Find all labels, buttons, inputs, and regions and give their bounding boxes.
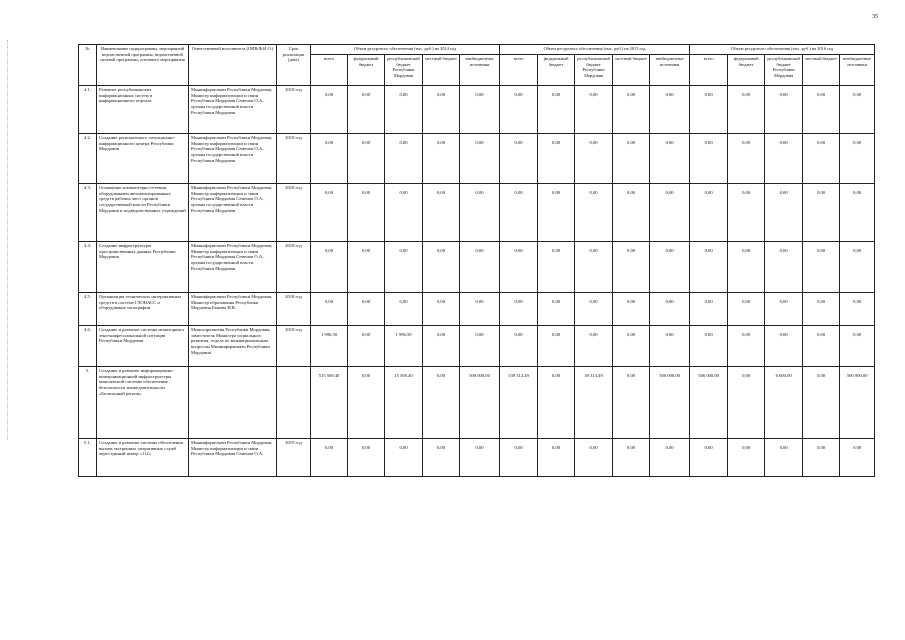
row-responsible: Мининформсвязи Республики Мордовия, Министр информатизации и связи Республики Мордовия Семенов О.А., органы государственной власти Республики Мордовия — [189, 242, 277, 293]
table-row — [79, 86, 875, 134]
row-value: 0,00 — [840, 86, 875, 134]
row-value: 0,00 — [575, 134, 613, 184]
row-responsible: Минсоцразвития Республики Мордовия, заместитель Министра социального развития, отдела по межнациональным вопросам Мининформсвязи Республики Мордовия — [189, 326, 277, 367]
row-value: 0,00 — [538, 134, 575, 184]
row-value: 0,00 — [840, 242, 875, 293]
row-term: 2018 год — [277, 184, 311, 242]
row-value: 0,00 — [460, 326, 500, 367]
sub-total: всего — [311, 55, 348, 86]
row-value: 0,00 — [690, 326, 728, 367]
row-value: 0,00 — [650, 293, 690, 326]
row-value: 0,00 — [385, 293, 423, 326]
sub-extra: внебюджетные источники — [460, 55, 500, 86]
row-value: 0,00 — [690, 134, 728, 184]
row-value: 0,00 — [575, 293, 613, 326]
row-value: 0,00 — [538, 439, 575, 477]
row-value: 0,00 — [840, 134, 875, 184]
row-value: 0,00 — [575, 86, 613, 134]
row-responsible — [189, 367, 277, 439]
row-number: 4.1. — [79, 86, 97, 134]
row-value: 0,00 — [500, 86, 538, 134]
row-value: 0,00 — [690, 293, 728, 326]
row-value: 0,00 — [575, 439, 613, 477]
row-value: 6 000,00 — [765, 367, 803, 439]
table-row — [79, 134, 875, 184]
row-value: 0,00 — [348, 326, 385, 367]
row-value: 0,00 — [423, 293, 460, 326]
row-value: 0,00 — [613, 242, 650, 293]
row-value: 0,00 — [728, 86, 765, 134]
row-value: 0,00 — [613, 184, 650, 242]
row-value: 0,00 — [765, 134, 803, 184]
row-value: 0,00 — [311, 439, 348, 477]
row-value: 0,00 — [728, 242, 765, 293]
row-value: 0,00 — [803, 293, 840, 326]
row-term: 2018 год — [277, 293, 311, 326]
row-name: Создание инфраструктуры пространственных данных Республики Мордовия — [97, 242, 189, 293]
row-value: 0,00 — [613, 134, 650, 184]
sub-extra: внебюджетные источники — [650, 55, 690, 86]
table-body — [79, 86, 875, 477]
row-value: 0,00 — [650, 439, 690, 477]
row-value: 0,00 — [613, 86, 650, 134]
row-responsible: Мининформсвязи Республики Мордовия, Министр образования Республики Мордовия Быкова Н.В. — [189, 293, 277, 326]
row-value: 0,00 — [348, 134, 385, 184]
row-value: 0,00 — [348, 86, 385, 134]
row-value: 500 000,00 — [650, 367, 690, 439]
row-value: 0,00 — [423, 134, 460, 184]
row-value: 0,00 — [311, 86, 348, 134]
row-value: 0,00 — [538, 293, 575, 326]
row-value: 0,00 — [803, 439, 840, 477]
table-row — [79, 326, 875, 367]
row-value: 0,00 — [348, 293, 385, 326]
row-term: 2018 год — [277, 326, 311, 367]
row-value: 0,00 — [348, 439, 385, 477]
row-value: 539 313,49 — [500, 367, 538, 439]
row-value: 0,00 — [500, 242, 538, 293]
sub-federal: федеральный бюджет — [538, 55, 575, 86]
row-responsible: Мининформсвязи Республики Мордовия, Министр информатизации и связи Республики Мордовия Семенов О.А., органы государственной власти Республики Мордовия — [189, 184, 277, 242]
sub-local: местный бюджет — [613, 55, 650, 86]
row-value: 0,00 — [538, 86, 575, 134]
table-row — [79, 367, 875, 439]
row-value: 0,00 — [538, 326, 575, 367]
row-value: 0,00 — [385, 184, 423, 242]
row-value: 0,00 — [423, 439, 460, 477]
header-2015: Объем ресурсного обеспечения (тыс. руб.) на 2015 год — [500, 45, 690, 55]
row-value: 0,00 — [803, 86, 840, 134]
row-value: 0,00 — [650, 134, 690, 184]
row-value: 0,00 — [840, 293, 875, 326]
row-number: 4.5. — [79, 293, 97, 326]
row-value: 0,00 — [650, 326, 690, 367]
sub-extra: внебюджетные источники — [840, 55, 875, 86]
row-term: 2018 год — [277, 86, 311, 134]
header-name: Наименование подпрограммы, мероприятий ведомственной программы, ведомственной целевой программы, основного мероприятия — [97, 45, 189, 86]
header-responsible: Ответственный исполнитель (ОИВ/Ф.И.О.) — [189, 45, 277, 86]
row-term: 2018 год — [277, 242, 311, 293]
sub-republic: республиканский бюджет Республики Мордовия — [765, 55, 803, 86]
row-value: 1 996,50 — [311, 326, 348, 367]
row-value: 0,00 — [728, 184, 765, 242]
row-value: 0,00 — [423, 326, 460, 367]
row-value: 0,00 — [728, 326, 765, 367]
row-value: 0,00 — [500, 134, 538, 184]
row-value: 0,00 — [803, 134, 840, 184]
sub-local: местный бюджет — [803, 55, 840, 86]
row-value: 0,00 — [765, 326, 803, 367]
row-value: 0,00 — [348, 184, 385, 242]
row-value: 39 313,49 — [575, 367, 613, 439]
row-value: 0,00 — [460, 293, 500, 326]
row-value: 506 000,00 — [690, 367, 728, 439]
row-value: 0,00 — [613, 326, 650, 367]
header-num: № — [79, 45, 97, 86]
row-term — [277, 367, 311, 439]
row-value: 0,00 — [650, 184, 690, 242]
row-value: 0,00 — [385, 86, 423, 134]
row-value: 0,00 — [538, 367, 575, 439]
row-value: 500 000,00 — [460, 367, 500, 439]
row-value: 0,00 — [803, 242, 840, 293]
row-value: 0,00 — [575, 184, 613, 242]
row-value: 0,00 — [728, 293, 765, 326]
row-value: 0,00 — [460, 242, 500, 293]
row-value: 0,00 — [348, 242, 385, 293]
row-value: 0,00 — [728, 439, 765, 477]
sub-local: местный бюджет — [423, 55, 460, 86]
row-value: 500 000,00 — [840, 367, 875, 439]
header-2016: Объем ресурсного обеспечения (тыс. руб.) на 2016 год — [690, 45, 875, 55]
row-value: 0,00 — [423, 242, 460, 293]
row-responsible: Мининформсвязи Республики Мордовия, Министр информатизации и связи Республики Мордовия Семенов О.А., органы государственной власти Республики Мордовия — [189, 134, 277, 184]
row-number: 5.1. — [79, 439, 97, 477]
row-value: 0,00 — [840, 184, 875, 242]
row-value: 0,00 — [538, 184, 575, 242]
row-value: 0,00 — [311, 134, 348, 184]
sub-republic: республиканский бюджет Республики Мордовия — [385, 55, 423, 86]
resource-table — [78, 44, 875, 477]
row-value: 515 569,40 — [311, 367, 348, 439]
row-value: 0,00 — [423, 184, 460, 242]
row-value: 0,00 — [650, 242, 690, 293]
row-value: 0,00 — [460, 184, 500, 242]
row-term: 2019 год — [277, 439, 311, 477]
row-value: 0,00 — [803, 367, 840, 439]
row-value: 0,00 — [728, 134, 765, 184]
row-value: 0,00 — [803, 326, 840, 367]
row-value: 0,00 — [575, 326, 613, 367]
sub-republic: республиканский бюджет Республики Мордовия — [575, 55, 613, 86]
row-value: 0,00 — [460, 439, 500, 477]
row-value: 0,00 — [690, 242, 728, 293]
table-row — [79, 293, 875, 326]
row-value: 0,00 — [460, 86, 500, 134]
row-value: 0,00 — [385, 134, 423, 184]
sub-total: всего — [500, 55, 538, 86]
row-value: 0,00 — [765, 184, 803, 242]
sub-total: всего — [690, 55, 728, 86]
sub-federal: федеральный бюджет — [728, 55, 765, 86]
row-number: 4.3. — [79, 184, 97, 242]
page-number: 35 — [872, 14, 878, 20]
row-value: 0,00 — [765, 242, 803, 293]
row-value: 0,00 — [538, 242, 575, 293]
row-value: 0,00 — [500, 184, 538, 242]
binding-margin — [7, 40, 9, 440]
row-number: 4.6. — [79, 326, 97, 367]
row-name: Организация технических интерактивных средств в системе ГЛОНАСС и оборудование топографии — [97, 293, 189, 326]
row-value: 0,00 — [460, 134, 500, 184]
row-name: Развитие республиканских информационных систем и информационного портала — [97, 86, 189, 134]
row-value: 0,00 — [840, 439, 875, 477]
row-value: 0,00 — [613, 367, 650, 439]
row-value: 0,00 — [728, 367, 765, 439]
row-value: 0,00 — [500, 439, 538, 477]
row-value: 0,00 — [423, 367, 460, 439]
table-row — [79, 439, 875, 477]
row-term: 2018 год — [277, 134, 311, 184]
row-number: 4.4. — [79, 242, 97, 293]
row-number: 5. — [79, 367, 97, 439]
row-number: 4.2. — [79, 134, 97, 184]
row-value: 0,00 — [803, 184, 840, 242]
table-row — [79, 242, 875, 293]
row-value: 0,00 — [500, 326, 538, 367]
row-value: 0,00 — [500, 293, 538, 326]
row-name: Создание и развитие системы обеспечения вызова экстренных оперативных служб через единый номер «112» — [97, 439, 189, 477]
row-value: 0,00 — [690, 184, 728, 242]
row-responsible: Мининформсвязи Республики Мордовия, Министр информатизации и связи Республики Мордовия Семенов О.А. — [189, 439, 277, 477]
row-value: 0,00 — [690, 86, 728, 134]
row-value: 0,00 — [765, 293, 803, 326]
row-value: 0,00 — [423, 86, 460, 134]
row-value: 15 569,40 — [385, 367, 423, 439]
row-value: 0,00 — [385, 439, 423, 477]
row-name: Создание и развитие информационно-коммуникационной инфраструктуры комплексной системы обеспечения безопасности жизнедеятельности «Безопасный регион» — [97, 367, 189, 439]
row-value: 0,00 — [311, 242, 348, 293]
sub-federal: федеральный бюджет — [348, 55, 385, 86]
row-value: 0,00 — [311, 184, 348, 242]
row-name: Создание регионального ситуационно-информационного центра Республики Мордовия — [97, 134, 189, 184]
row-value: 0,00 — [385, 242, 423, 293]
row-value: 0,00 — [765, 86, 803, 134]
row-name: Оснащение компьютерно-сетевым оборудованием автоматизированных средств рабочих мест органов государственной власти Республики Мордовия и подведомственных учреждений — [97, 184, 189, 242]
row-value: 0,00 — [613, 293, 650, 326]
table-row — [79, 184, 875, 242]
row-value: 0,00 — [311, 293, 348, 326]
row-value: 0,00 — [348, 367, 385, 439]
header-term: Срок реализации (дата) — [277, 45, 311, 86]
row-value: 1 996,50 — [385, 326, 423, 367]
row-value: 0,00 — [690, 439, 728, 477]
row-value: 0,00 — [650, 86, 690, 134]
row-value: 0,00 — [840, 326, 875, 367]
row-responsible: Мининформсвязи Республики Мордовия, Министр информатизации и связи Республики Мордовия Семенов О.А., органы государственной власти Республики Мордовия — [189, 86, 277, 134]
header-2014: Объем ресурсного обеспечения (тыс. руб.) на 2014 год — [311, 45, 500, 55]
row-value: 0,00 — [575, 242, 613, 293]
row-value: 0,00 — [765, 439, 803, 477]
row-name: Создание и развитие системы мониторинга этно-конфессиональной ситуации Республики Мордовия — [97, 326, 189, 367]
row-value: 0,00 — [613, 439, 650, 477]
